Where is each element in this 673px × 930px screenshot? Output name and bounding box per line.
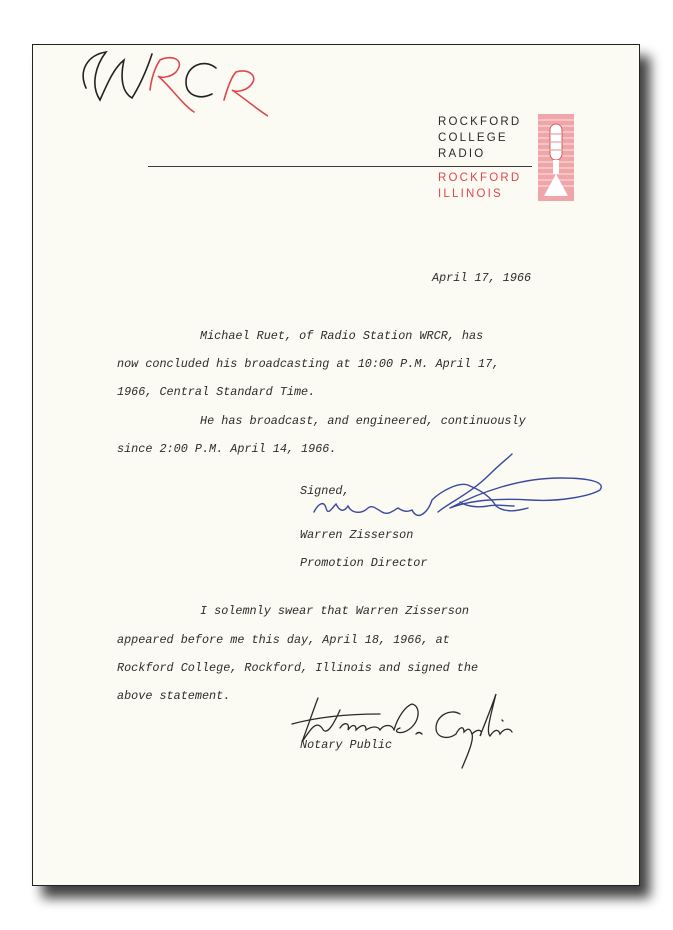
body-line-2: now concluded his broadcasting at 10:00 P.M. April 17, [117,357,500,371]
signer-name: Warren Zisserson [300,528,414,542]
signer-title: Promotion Director [300,556,428,570]
wrcr-logo [48,30,268,135]
notary-line-4: above statement. [117,689,231,703]
letterhead-line-5: ILLINOIS [438,188,503,200]
letter-date: April 17, 1966 [432,271,532,285]
notary-title: Notary Public [300,738,393,752]
notary-line-3: Rockford College, Rockford, Illinois and signed the [117,661,479,675]
microphone-icon [538,114,574,201]
body-line-3: 1966, Central Standard Time. [117,385,316,399]
notary-line-1: I solemnly swear that Warren Zisserson [200,604,470,618]
letterhead-line-2: COLLEGE [438,132,508,144]
letterhead-mic-panel [538,114,574,201]
body-line-4: He has broadcast, and engineered, continuously [200,414,526,428]
letterhead-line-4: ROCKFORD [438,172,522,184]
body-line-5: since 2:00 P.M. April 14, 1966. [117,442,337,456]
letterhead-line-1: ROCKFORD [438,116,522,128]
notary-line-2: appeared before me this day, April 18, 1966, at [117,633,450,647]
letterhead-line-3: RADIO [438,148,486,160]
signature-zisserson [300,450,610,540]
signature-notary [284,684,534,774]
signed-label: Signed, [300,484,350,498]
body-line-1: Michael Ruet, of Radio Station WRCR, has [200,329,484,343]
letterhead-address [438,114,521,202]
